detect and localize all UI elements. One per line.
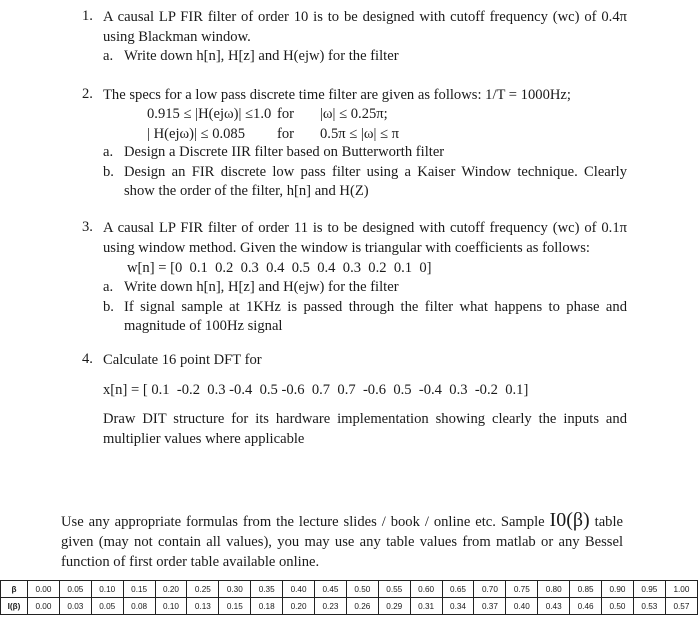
beta-value: 0.00	[28, 581, 60, 598]
beta-value: 0.10	[91, 581, 123, 598]
beta-value: 0.15	[123, 581, 155, 598]
i-value: 0.05	[91, 598, 123, 615]
beta-row	[1, 581, 698, 598]
beta-value: 0.40	[283, 581, 315, 598]
i-value: 0.34	[442, 598, 474, 615]
question-text: Calculate 16 point DFT for	[103, 352, 262, 368]
beta-value: 0.50	[346, 581, 378, 598]
subquestion-b	[103, 163, 627, 202]
i-value: 0.43	[538, 598, 570, 615]
question-2	[82, 86, 627, 106]
instructions-note: Use any appropriate formulas from the lecture slides / book / online etc. Sample I0(β) table given (may not contain all values), you may use any table values from matlab or any Bessel function of first order table available online.	[61, 509, 624, 570]
subquestion-letter: a.	[103, 144, 114, 160]
question-number: 2.	[82, 86, 93, 102]
beta-header: β	[1, 581, 28, 598]
i-value: 0.53	[633, 598, 665, 615]
subquestion-text: Design an FIR discrete low pass filter using a Kaiser Window technique. Clearly show the order of the filter, h[n] and H(Z)	[124, 163, 627, 199]
question-number: 3.	[82, 219, 93, 235]
subquestion-letter: b.	[103, 298, 114, 315]
i-value: 0.13	[187, 598, 219, 615]
dft-sequence: x[n] = [ 0.1 -0.2 0.3 -0.4 0.5 -0.6 0.7 0.7 -0.6 0.5 -0.4 0.3 -0.2 0.1]	[103, 381, 529, 398]
i-row	[1, 598, 698, 615]
question-number: 4.	[82, 351, 93, 367]
subquestion-text: Write down h[n], H[z] and H(ejw) for the filter	[124, 279, 399, 295]
subquestion-text: Design a Discrete IIR filter based on Butterworth filter	[124, 144, 445, 160]
subquestion-a	[103, 278, 627, 298]
bessel-symbol: I0(β)	[549, 509, 590, 531]
subquestion-letter: a.	[103, 279, 114, 295]
subquestion-text: Write down h[n], H[z] and H(ejw) for the filter	[124, 48, 399, 64]
i-value: 0.20	[283, 598, 315, 615]
i-value: 0.37	[474, 598, 506, 615]
beta-value: 0.75	[506, 581, 538, 598]
i-value: 0.46	[570, 598, 602, 615]
beta-value: 0.90	[602, 581, 634, 598]
i-value: 0.00	[28, 598, 60, 615]
question-2-parts	[82, 143, 627, 202]
beta-value: 0.05	[59, 581, 91, 598]
i-header: I(β)	[1, 598, 28, 615]
beta-value: 0.60	[410, 581, 442, 598]
dft-instruction: Draw DIT structure for its hardware implementation showing clearly the inputs and multiplier values where applicable	[103, 411, 627, 447]
question-1	[82, 8, 627, 67]
i-value: 0.40	[506, 598, 538, 615]
beta-value: 0.65	[442, 581, 474, 598]
beta-value: 0.35	[251, 581, 283, 598]
beta-value: 1.00	[665, 581, 697, 598]
filter-specs	[147, 104, 399, 144]
i-value: 0.50	[602, 598, 634, 615]
beta-value: 0.20	[155, 581, 187, 598]
subquestion-a	[103, 47, 627, 67]
question-number: 1.	[82, 8, 93, 24]
subquestion-b	[103, 298, 627, 337]
question-text: A causal LP FIR filter of order 10 is to be designed with cutoff frequency (wc) of 0.4π using Blackman window.	[103, 9, 627, 45]
beta-value: 0.55	[378, 581, 410, 598]
i-value: 0.23	[315, 598, 347, 615]
subquestion-letter: b.	[103, 163, 114, 180]
i-value: 0.08	[123, 598, 155, 615]
beta-value: 0.70	[474, 581, 506, 598]
subquestion-letter: a.	[103, 48, 114, 64]
i-value: 0.26	[346, 598, 378, 615]
question-text: A causal LP FIR filter of order 11 is to be designed with cutoff frequency (wc) of 0.1π using window method. Given the window is triangular with coefficients as follows:	[103, 220, 627, 256]
i-value: 0.31	[410, 598, 442, 615]
beta-value: 0.30	[219, 581, 251, 598]
i-value: 0.29	[378, 598, 410, 615]
subquestion-a	[103, 143, 627, 163]
subquestion-text: If signal sample at 1KHz is passed through the filter what happens to phase and magnitude of 100Hz signal	[124, 298, 627, 334]
i-value: 0.10	[155, 598, 187, 615]
i-value: 0.57	[665, 598, 697, 615]
i-value: 0.03	[59, 598, 91, 615]
beta-value: 0.95	[633, 581, 665, 598]
bessel-table	[0, 580, 698, 615]
question-3	[82, 219, 627, 337]
i-value: 0.18	[251, 598, 283, 615]
beta-value: 0.25	[187, 581, 219, 598]
question-text: The specs for a low pass discrete time filter are given as follows: 1/T = 1000Hz;	[103, 87, 571, 103]
window-coefficients: w[n] = [0 0.1 0.2 0.3 0.4 0.5 0.4 0.3 0.2 0.1 0]	[127, 260, 432, 276]
i-value: 0.15	[219, 598, 251, 615]
beta-value: 0.45	[315, 581, 347, 598]
beta-value: 0.80	[538, 581, 570, 598]
spec-passband: 0.915 ≤ |H(ejω)| ≤1.0 for |ω| ≤ 0.25π;	[147, 106, 388, 122]
beta-value: 0.85	[570, 581, 602, 598]
question-4	[82, 351, 627, 449]
spec-stopband: | H(ejω)| ≤ 0.085 for 0.5π ≤ |ω| ≤ π	[147, 126, 400, 142]
